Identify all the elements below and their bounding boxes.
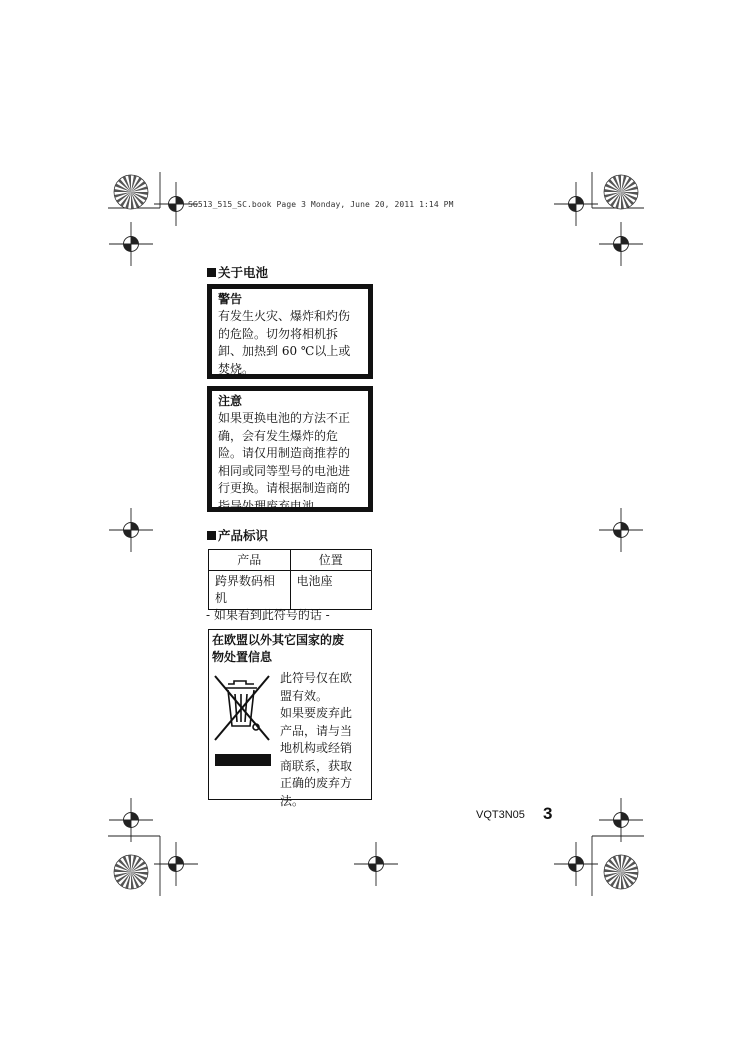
registration-cross-icon bbox=[354, 842, 398, 886]
warning-box bbox=[207, 284, 373, 379]
file-info-header: SG513_515_SC.book Page 3 Monday, June 20, 2011 1:14 PM bbox=[188, 200, 454, 209]
star-target-icon bbox=[604, 175, 638, 209]
crossed-out-wheeled-bin-icon bbox=[211, 672, 273, 768]
product-table bbox=[208, 549, 372, 610]
warning-title: 警告 bbox=[218, 292, 243, 306]
column-header: 产品 bbox=[209, 550, 291, 571]
registration-cross-icon bbox=[109, 222, 153, 266]
registration-cross-icon bbox=[154, 842, 198, 886]
table-header-row bbox=[209, 550, 372, 571]
battery-heading-text: 关于电池 bbox=[218, 265, 269, 280]
star-target-icon bbox=[604, 855, 638, 889]
star-target-icon bbox=[114, 175, 148, 209]
square-bullet-icon bbox=[207, 531, 216, 540]
square-bullet-icon bbox=[207, 268, 216, 277]
table-cell: 电池座 bbox=[290, 571, 372, 610]
registration-cross-icon bbox=[599, 798, 643, 842]
product-heading-text: 产品标识 bbox=[218, 528, 269, 543]
column-header: 位置 bbox=[290, 550, 372, 571]
disposal-body: 此符号仅在欧 盟有效。 如果要废弃此 产品，请与当 地机构或经销 商联系，获取 正确的废弃方 法。 bbox=[280, 671, 353, 808]
product-section-heading bbox=[207, 526, 268, 544]
registration-cross-icon bbox=[554, 842, 598, 886]
registration-cross-icon bbox=[109, 798, 153, 842]
registration-cross-icon bbox=[599, 508, 643, 552]
table-cell: 跨界数码相机 bbox=[209, 571, 291, 610]
registration-cross-icon bbox=[554, 182, 598, 226]
warning-body: 有发生火灾、爆炸和灼伤 的危险。切勿将相机拆 卸、加热到 60 ℃以上或 焚烧。 bbox=[218, 309, 351, 376]
page-number: 3 bbox=[543, 804, 553, 823]
registration-cross-icon bbox=[109, 508, 153, 552]
star-target-icon bbox=[114, 855, 148, 889]
symbol-note: - 如果看到此符号的话 - bbox=[206, 608, 330, 622]
caution-body: 如果更换电池的方法不正 确，会有发生爆炸的危 险。请仅用制造商推荐的 相同或同等型号的电池进 行更换。请根据制造商的 指导处理废弃电池。 bbox=[218, 411, 351, 513]
disposal-info-box bbox=[208, 629, 372, 808]
caution-box bbox=[207, 386, 373, 512]
document-code: VQT3N05 bbox=[476, 809, 525, 821]
registration-cross-icon bbox=[599, 222, 643, 266]
disposal-title: 在欧盟以外其它国家的废 物处置信息 bbox=[212, 633, 345, 664]
table-row bbox=[209, 571, 372, 610]
caution-title: 注意 bbox=[218, 394, 243, 408]
battery-section-heading bbox=[207, 263, 268, 281]
